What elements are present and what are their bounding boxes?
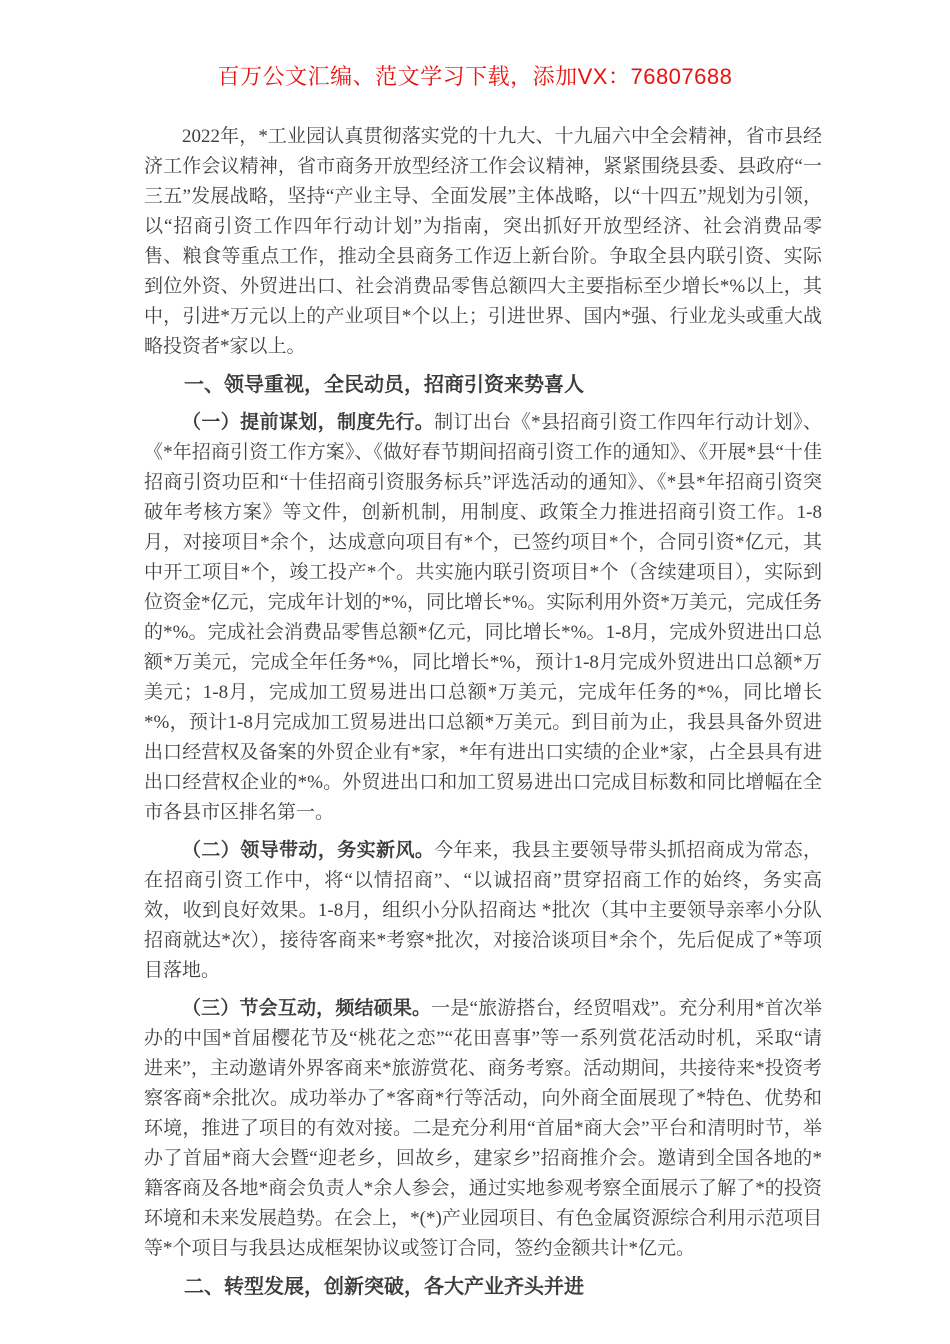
subsection-3-text: 一是“旅游搭台，经贸唱戏”。充分利用*首次举办的中国*首届樱花节及“桃花之恋”“花田喜事”等一系列赏花活动时机，采取“请进来”，主动邀请外界客商来*旅游赏花、商务考察。活动期间，共接待来*投资考察客商*余批次。成功举办了*客商*行等活动，向外商全面展现了*特色、优势和环境，推进了项目的有效对接。二是充分利用“首届*商大会”平台和清明时节，举办了首届*商大会暨“迎老乡，回故乡，建家乡”招商推介会。邀请到全国各地的*籍客商及各地*商会负责人*余人参会，通过实地参观考察全面展示了解了*的投资环境和未来发展趋势。在会上，*(*)产业园项目、有色金属资源综合利用示范项目等*个项目与我县达成框架协议或签订合同，签约金额共计*亿元。: [144, 998, 822, 1259]
section-2-heading: 二、转型发展，创新突破，各大产业齐头并进: [184, 1276, 584, 1298]
document-content: [144, 122, 822, 1302]
section-1-subsection-1: [144, 408, 822, 828]
section-1-subsection-2: [144, 836, 822, 986]
intro-paragraph: 2022年，*工业园认真贯彻落实党的十九大、十九届六中全会精神，省市县经济工作会议精神，省市商务开放型经济工作会议精神，紧紧围绕县委、县政府“一三五”发展战略，坚持“产业主导、全面发展”主体战略，以“十四五”规划为引领，以“招商引资工作四年行动计划”为指南，突出抓好开放型经济、社会消费品零售、粮食等重点工作，推动全县商务工作迈上新台阶。争取全县内联引资、实际到位外资、外贸进出口、社会消费品零售总额四大主要指标至少增长*%以上，其中，引进*万元以上的产业项目*个以上；引进世界、国内*强、行业龙头或重大战略投资者*家以上。: [144, 126, 822, 357]
subsection-2-text: 今年来，我县主要领导带头抓招商成为常态，在招商引资工作中，将“以情招商”、“以诚招商”贯穿招商工作的始终，务实高效，收到良好效果。1-8月，组织小分队招商达 *批次（其中主要领导亲率小分队招商就达*次），接待客商来*考察*批次，对接洽谈项目*余个，先后促成了*等项目落地。: [144, 840, 822, 981]
section-1-subsection-3: [144, 994, 822, 1264]
subsection-2-lead: （二）领导带动，务实新风。: [182, 840, 435, 861]
subsection-3-lead: （三）节会互动，频结硕果。: [182, 998, 432, 1019]
subsection-1-lead: （一）提前谋划，制度先行。: [182, 412, 435, 433]
section-1-heading: 一、领导重视，全民动员，招商引资来势喜人: [184, 374, 584, 396]
subsection-1-text: 制订出台《*县招商引资工作四年行动计划》、《*年招商引资工作方案》、《做好春节期间招商引资工作的通知》、《开展*县“十佳招商引资功臣和“十佳招商引资服务标兵”评选活动的通知》、《*县*年招商引资突破年考核方案》等文件，创新机制，用制度、政策全力推进招商引资工作。1-8月，对接项目*余个，达成意向项目有*个，已签约项目*个，合同引资*亿元，其中开工项目*个，竣工投产*个。共实施内联引资项目*个（含续建项目），实际到位资金*亿元，完成年计划的*%，同比增长*%。实际利用外资*万美元，完成任务的*%。完成社会消费品零售总额*亿元，同比增长*%。1-8月，完成外贸进出口总额*万美元，完成全年任务*%，同比增长*%，预计1-8月完成外贸进出口总额*万美元；1-8月，完成加工贸易进出口总额*万美元，完成年任务的*%，同比增长*%，预计1-8月完成加工贸易进出口总额*万美元。到目前为止，我县具备外贸进出口经营权及备案的外贸企业有*家，*年有进出口实绩的企业*家，占全县具有进出口经营权企业的*%。外贸进出口和加工贸易进出口完成目标数和同比增幅在全市各县市区排名第一。: [144, 412, 822, 823]
promo-banner-text: 百万公文汇编、范文学习下载，添加VX：76807688: [217, 64, 733, 89]
